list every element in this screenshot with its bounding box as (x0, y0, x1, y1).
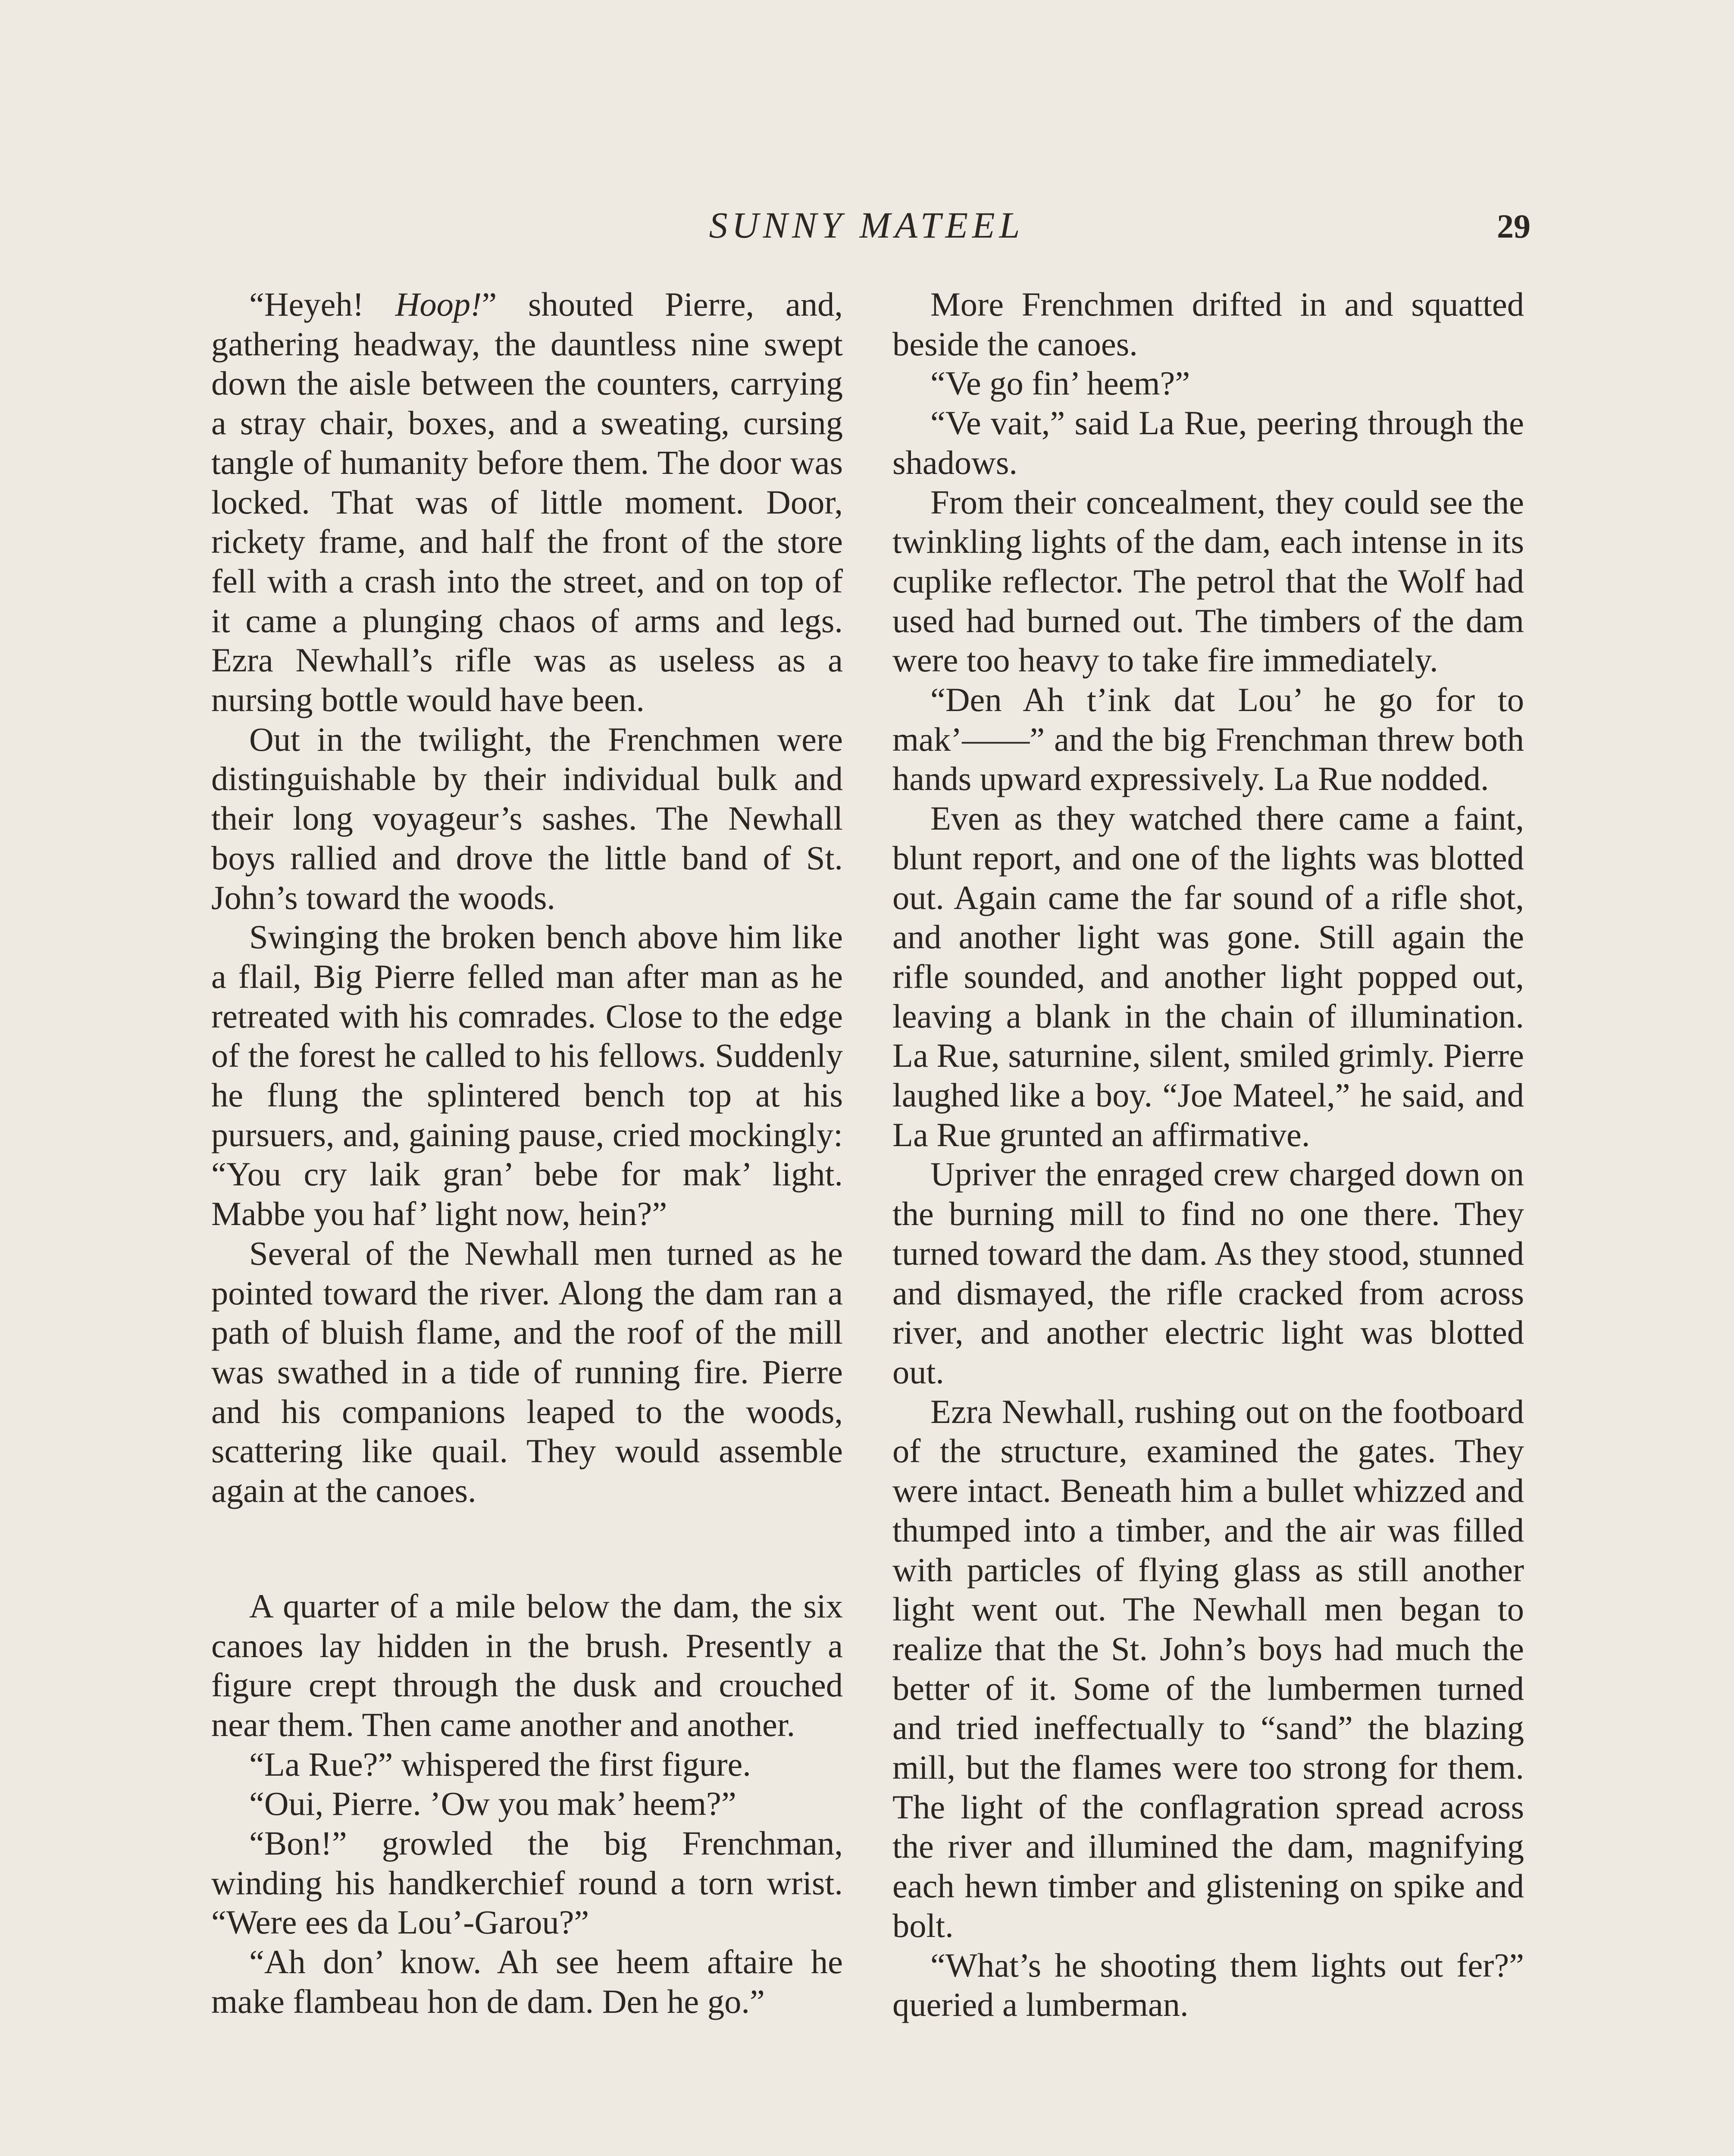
paragraph: Even as they watched there came a faint, blunt report, and one of the lights was blotted out. Again came the far sound of a rifle shot, and another light was gone. Still again the rifle sounded, and another light popped out, leaving a blank in the chain of illumination. La Rue, saturnine, silent, smiled grimly. Pierre laughed like a boy. “Joe Mateel,” he said, and La Rue grunted an affirmative. (892, 799, 1524, 1153)
right-column (892, 285, 1524, 2024)
paragraph: “Oui, Pierre. ’Ow you mak’ heem?” (249, 1785, 736, 1823)
page-number: 29 (1497, 207, 1531, 245)
paragraph: “Den Ah t’ink dat Lou’ he go for to mak’——” and the big Frenchman threw both hands upward expressively. La Rue nodded. (892, 681, 1524, 798)
paragraph: “Ve go fin’ heem?” (930, 364, 1190, 402)
paragraph: “La Rue?” whispered the first figure. (249, 1745, 751, 1783)
paragraph: Several of the Newhall men turned as he pointed toward the river. Along the dam ran a path of bluish flame, and the roof of the mill was swathed in a tide of running fire. Pierre and his companions leaped to the woods, scattering like quail. They would assemble again at the canoes. (211, 1234, 843, 1510)
paragraph: From their concealment, they could see the twinkling lights of the dam, each intense in its cuplike reflector. The petrol that the Wolf had used had burned out. The timbers of the dam were too heavy to take fire immediately. (892, 483, 1524, 679)
paragraph: “What’s he shooting them lights out fer?” queried a lumberman. (892, 1946, 1524, 2024)
paragraph: Out in the twilight, the Frenchmen were distinguishable by their individual bulk and their long voyageur’s sashes. The Newhall boys rallied and drove the little band of St. John’s toward the woods. (211, 720, 843, 916)
paragraph: “Bon!” growled the big Frenchman, winding his handkerchief round a torn wrist. “Were ees da Lou’-Garou?” (211, 1824, 843, 1941)
running-head-title: SUNNY MATEEL (709, 204, 1024, 246)
paragraph: Upriver the enraged crew charged down on the burning mill to find no one there. They turned toward the dam. As they stood, stunned and dismayed, the rifle cracked from across river, and another electric light was blotted out. (892, 1155, 1524, 1391)
paragraph: More Frenchmen drifted in and squatted beside the canoes. (892, 285, 1524, 363)
paragraph: “Heyeh! Hoop!” shouted Pierre, and, gathering headway, the dauntless nine swept down the aisle between the counters, carrying a stray chair, boxes, and a sweating, cursing tangle of humanity before them. The door was locked. That was of little moment. Door, rickety frame, and half the front of the store fell with a crash into the street, and on top of it came a plunging chaos of arms and legs. Ezra Newhall’s rifle was as useless as a nursing bottle would have been. (211, 285, 843, 719)
paragraph: “Ah don’ know. Ah see heem aftaire he make flambeau hon de dam. Den he go.” (211, 1943, 843, 2020)
emphasis: Hoop! (395, 285, 482, 323)
left-column (211, 285, 843, 2021)
paragraph: Swinging the broken bench above him like a flail, Big Pierre felled man after man as he retreated with his comrades. Close to the edge of the forest he called to his fellows. Suddenly he flung the splintered bench top at his pursuers, and, gaining pause, cried mockingly: “You cry laik gran’ bebe for mak’ light. Mabbe you haf’ light now, hein?” (211, 918, 843, 1233)
paragraph: “Ve vait,” said La Rue, peering through the shadows. (892, 404, 1524, 481)
paragraph: Ezra Newhall, rushing out on the footboard of the structure, examined the gates. They were intact. Beneath him a bullet whizzed and thumped into a timber, and the air was filled with particles of flying glass as still another light went out. The Newhall men began to realize that the St. John’s boys had much the better of it. Some of the lumbermen turned and tried ineffectually to “sand” the blazing mill, but the flames were too strong for them. The light of the conflagration spread across the river and illumined the dam, magnifying each hewn timber and glistening on spike and bolt. (892, 1392, 1524, 1944)
paragraph: A quarter of a mile below the dam, the six canoes lay hidden in the brush. Presently a figure crept through the dusk and crouched near them. Then came another and another. (211, 1587, 843, 1743)
section-break (211, 1510, 843, 1586)
